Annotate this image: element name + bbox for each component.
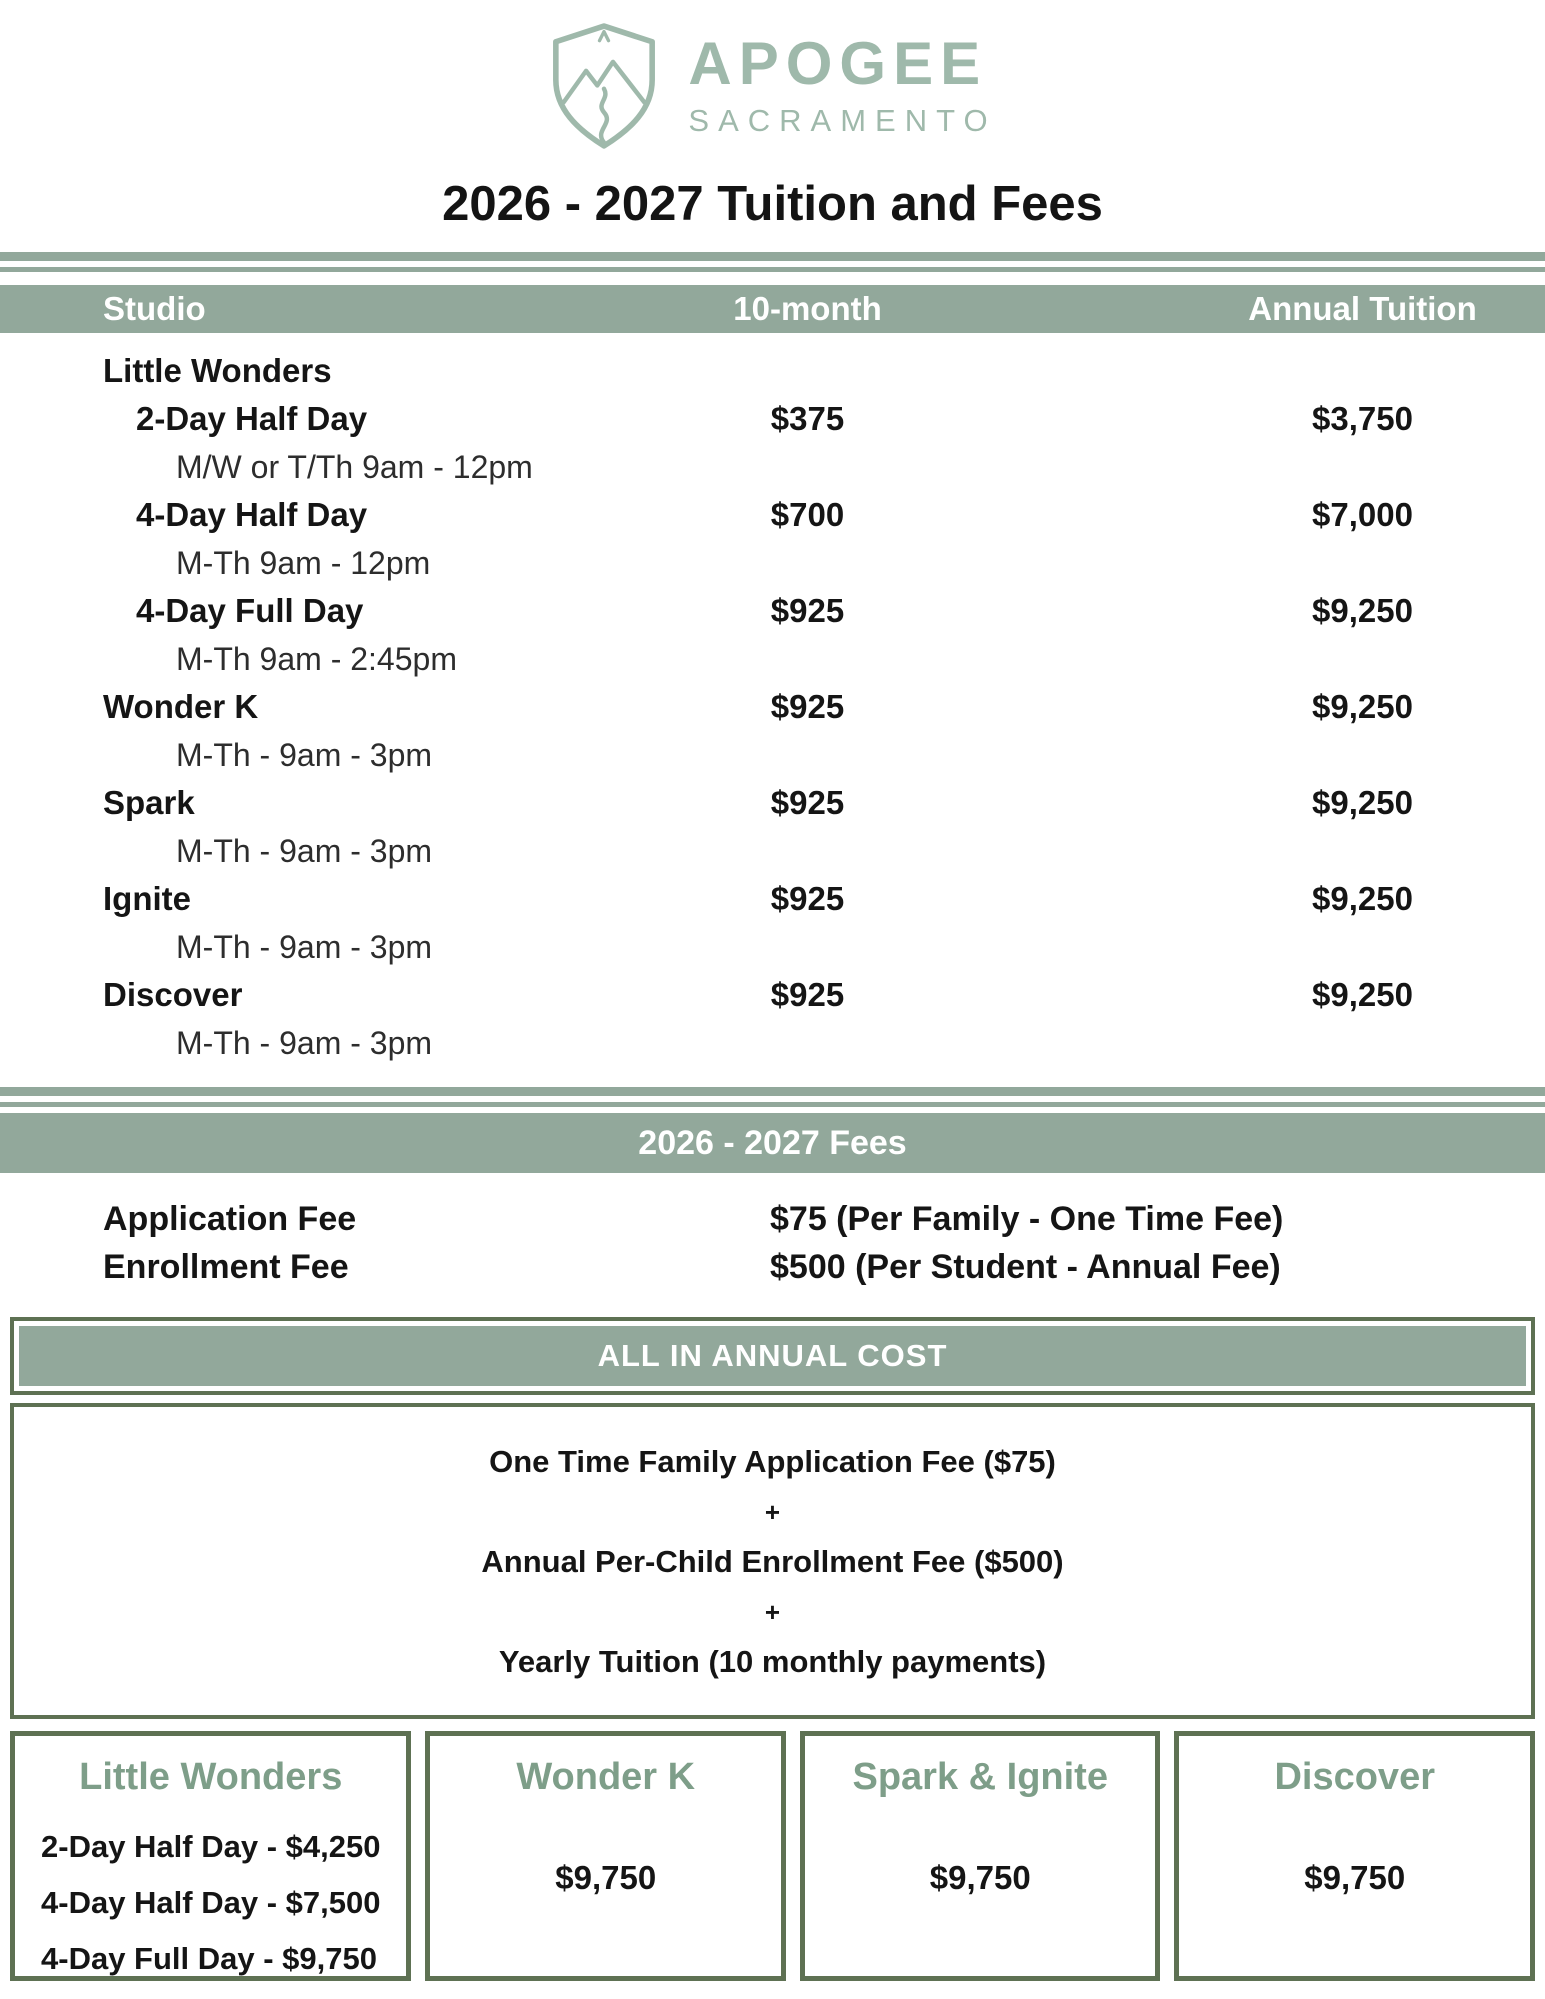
studio-name: 4-Day Half Day xyxy=(136,496,368,533)
card-line: 2-Day Half Day - $4,250 xyxy=(41,1829,381,1864)
schedule: M/W or T/Th 9am - 12pm xyxy=(176,449,533,485)
schedule: M-Th 9am - 12pm xyxy=(176,545,431,581)
summary-card-discover xyxy=(1174,1731,1535,1981)
monthly-price: $925 xyxy=(770,592,845,629)
card-line: 4-Day Full Day - $9,750 xyxy=(41,1941,377,1976)
page-title: 2026 - 2027 Tuition and Fees xyxy=(442,177,1103,231)
monthly-price: $925 xyxy=(770,784,845,821)
plus-sign: + xyxy=(764,1597,781,1627)
tuition-table xyxy=(0,333,1545,1067)
card-title: Discover xyxy=(1274,1756,1435,1798)
divider-middle xyxy=(0,1087,1545,1107)
summary-card-spark-ignite xyxy=(800,1731,1161,1981)
fee-label: Application Fee xyxy=(103,1200,357,1238)
logo-row xyxy=(0,18,1545,154)
monthly-price: $925 xyxy=(770,880,845,917)
studio-name: Little Wonders xyxy=(103,352,332,389)
table-row xyxy=(0,395,1545,491)
fees-list xyxy=(0,1173,1545,1291)
column-header-10-month: 10-month xyxy=(733,290,882,327)
schedule: M-Th - 9am - 3pm xyxy=(176,737,433,773)
table-row xyxy=(0,587,1545,683)
monthly-price: $700 xyxy=(770,496,845,533)
table-row xyxy=(0,875,1545,971)
all-in-annual-cost-box xyxy=(10,1403,1535,1719)
studio-name: Ignite xyxy=(103,880,191,917)
card-price: $9,750 xyxy=(555,1858,657,1896)
table-row xyxy=(0,779,1545,875)
studio-name: 4-Day Full Day xyxy=(136,592,364,629)
card-title: Little Wonders xyxy=(79,1756,343,1798)
schedule: M-Th - 9am - 3pm xyxy=(176,1025,433,1061)
all-in-line: Annual Per-Child Enrollment Fee ($500) xyxy=(481,1544,1064,1579)
all-in-line: Yearly Tuition (10 monthly payments) xyxy=(498,1644,1047,1679)
brand-block xyxy=(688,29,997,139)
table-row xyxy=(0,491,1545,587)
divider-thick-line xyxy=(0,1087,1545,1096)
divider-top xyxy=(0,252,1545,272)
all-in-annual-cost-header: ALL IN ANNUAL COST xyxy=(10,1317,1535,1395)
studio-name: Discover xyxy=(103,976,243,1013)
card-price: $9,750 xyxy=(929,1858,1031,1896)
divider-thin-line xyxy=(0,1102,1545,1107)
divider-thick-line xyxy=(0,252,1545,261)
brand-name: APOGEE xyxy=(688,29,988,97)
annual-price: $7,000 xyxy=(1312,496,1413,533)
monthly-price: $925 xyxy=(770,976,845,1013)
table-row xyxy=(0,683,1545,779)
fee-row xyxy=(103,1243,1545,1291)
card-title: Spark & Ignite xyxy=(852,1756,1108,1798)
brand-location: SACRAMENTO xyxy=(688,102,997,138)
table-header-row xyxy=(0,285,1545,333)
studio-name: 2-Day Half Day xyxy=(136,400,368,437)
schedule: M-Th 9am - 2:45pm xyxy=(176,641,457,677)
summary-card-little-wonders xyxy=(10,1731,411,1981)
annual-price: $3,750 xyxy=(1312,400,1413,437)
fees-section-title-bar: 2026 - 2027 Fees xyxy=(0,1113,1545,1173)
monthly-price: $375 xyxy=(770,400,845,437)
annual-price: $9,250 xyxy=(1312,688,1413,725)
card-price: $9,750 xyxy=(1304,1858,1406,1896)
fee-value: $500 (Per Student - Annual Fee) xyxy=(770,1248,1281,1286)
fee-label: Enrollment Fee xyxy=(103,1248,349,1286)
studio-name: Wonder K xyxy=(103,688,259,725)
card-title: Wonder K xyxy=(516,1756,696,1798)
divider-thin-line xyxy=(0,267,1545,272)
column-header-studio: Studio xyxy=(103,290,206,327)
table-row xyxy=(0,347,1545,395)
header xyxy=(0,0,1545,232)
summary-cards-row xyxy=(10,1731,1535,1981)
column-header-annual-tuition: Annual Tuition xyxy=(1248,290,1477,327)
apogee-shield-logo-icon xyxy=(548,18,660,154)
annual-price: $9,250 xyxy=(1312,784,1413,821)
table-row xyxy=(0,971,1545,1067)
monthly-price: $925 xyxy=(770,688,845,725)
summary-card-wonder-k xyxy=(425,1731,786,1981)
plus-sign: + xyxy=(764,1497,781,1527)
annual-price: $9,250 xyxy=(1312,976,1413,1013)
all-in-line: One Time Family Application Fee ($75) xyxy=(489,1444,1056,1479)
card-line: 4-Day Half Day - $7,500 xyxy=(41,1885,381,1920)
annual-price: $9,250 xyxy=(1312,592,1413,629)
fee-row xyxy=(103,1195,1545,1243)
schedule: M-Th - 9am - 3pm xyxy=(176,929,433,965)
card-lines xyxy=(29,1819,392,1987)
fee-value: $75 (Per Family - One Time Fee) xyxy=(770,1200,1284,1238)
annual-price: $9,250 xyxy=(1312,880,1413,917)
studio-name: Spark xyxy=(103,784,195,821)
schedule: M-Th - 9am - 3pm xyxy=(176,833,433,869)
